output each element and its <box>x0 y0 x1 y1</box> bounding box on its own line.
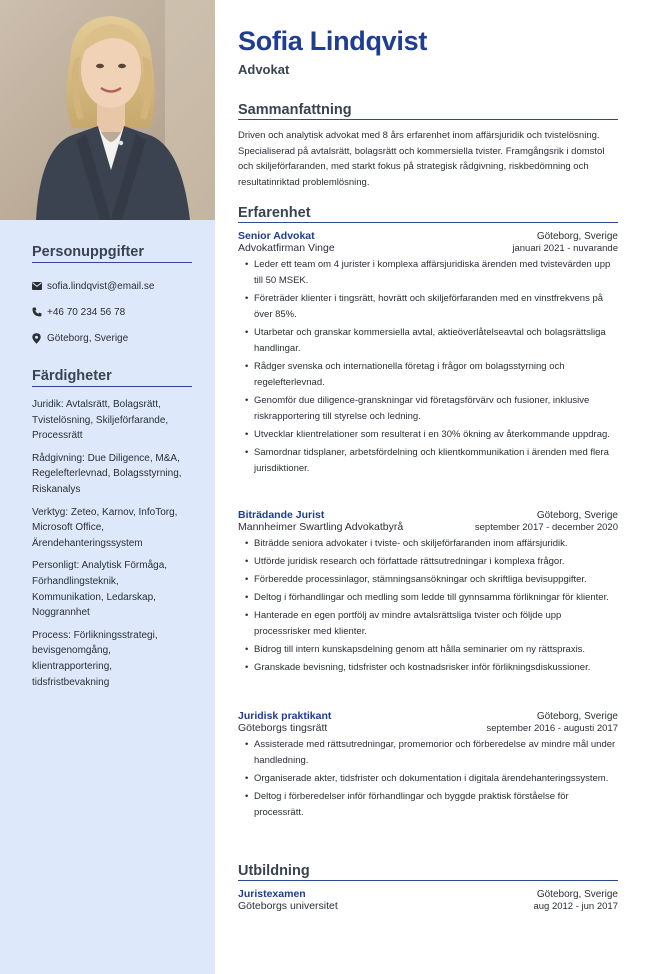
job-entry-2 <box>238 509 618 678</box>
sidebar <box>0 0 215 974</box>
job-bullet: • Deltog i förberedelser inför förhandlingar och byggde praktisk förståelse för processrätt. <box>238 789 618 821</box>
education-school: Göteborgs universitet <box>238 900 338 912</box>
job-bullets <box>238 257 618 477</box>
job-dates: september 2016 - augusti 2017 <box>486 723 618 734</box>
job-bullet: • Organiserade akter, tidsfrister och dokumentation i digitala ärendehanteringssystem. <box>238 771 618 787</box>
skill-tools: Verktyg: Zeteo, Karnov, InfoTorg, Microsoft Office, Ärendehanteringssystem <box>32 506 178 549</box>
personal-info-heading: Personuppgifter <box>32 244 192 263</box>
job-bullet: • Förberedde processinlagor, stämningsansökningar och skriftliga bevisuppgifter. <box>238 572 618 588</box>
skills-heading: Färdigheter <box>32 368 192 387</box>
summary-heading: Sammanfattning <box>238 102 618 120</box>
job-bullet: • Bidrog till intern kunskapsdelning genom att hålla seminarier om ny rättspraxis. <box>238 642 618 658</box>
skill-personal: Personligt: Analytisk Förmåga, Förhandlingsteknik, Kommunikation, Ledarskap, Noggrannhet <box>32 560 168 619</box>
education-location: Göteborg, Sverige <box>536 889 618 900</box>
job-title: Senior Advokat <box>238 230 315 242</box>
profile-photo <box>0 0 215 220</box>
job-bullet: • Genomför due diligence-granskningar vid företagsförvärv och fusioner, inklusive riskrapportering till styrelse och ledning. <box>238 393 618 425</box>
job-bullet: • Företräder klienter i tingsrätt, hovrätt och skiljeförfaranden med en vinstfrekvens på över 85%. <box>238 291 618 323</box>
job-bullet: • Assisterade med rättsutredningar, promemorior och förberedelse av mindre mål under handledning. <box>238 737 618 769</box>
job-bullet: • Deltog i förhandlingar och medling som ledde till gynnsamma förlikningar för klienter. <box>238 590 618 606</box>
job-location: Göteborg, Sverige <box>536 231 618 242</box>
skill-legal: Juridik: Avtalsrätt, Bolagsrätt, Tvistelösning, Skiljeförfarande, Processrätt <box>32 399 169 442</box>
person-title: Advokat <box>238 62 290 77</box>
job-title: Juridisk praktikant <box>238 710 332 722</box>
job-company: Mannheimer Swartling Advokatbyrå <box>238 521 404 533</box>
job-bullet: • Hanterade en egen portfölj av mindre avtalsrättsliga tvister och följde upp processrisker med klienter. <box>238 608 618 640</box>
education-degree: Juristexamen <box>238 888 306 900</box>
job-entry-1 <box>238 230 618 479</box>
job-bullet: • Rådger svenska och internationella företag i frågor om bolagsstyrning och regelefterlevnad. <box>238 359 618 391</box>
job-title: Biträdande Jurist <box>238 509 325 521</box>
education-dates: aug 2012 - jun 2017 <box>533 901 618 912</box>
job-bullet: • Leder ett team om 4 jurister i komplexa affärsjuridiska ärenden med tvistevärden upp till 50 MSEK. <box>238 257 618 289</box>
education-heading: Utbildning <box>238 863 618 881</box>
contact-phone <box>32 299 192 325</box>
location-icon <box>32 333 47 344</box>
contact-phone-text: +46 70 234 56 78 <box>47 306 126 318</box>
person-name: Sofia Lindqvist <box>238 26 428 56</box>
job-bullet: • Biträdde seniora advokater i tviste- och skiljeförfaranden inom affärsjuridik. <box>238 536 618 552</box>
skill-process: Process: Förlikningsstrategi, bevisgenomgång, klientrapportering, tidsfristbevakning <box>32 629 158 688</box>
job-dates: september 2017 - december 2020 <box>474 522 618 533</box>
phone-icon <box>32 307 47 317</box>
skill-advisory: Rådgivning: Due Diligence, M&A, Regelefterlevnad, Bolagsstyrning, Riskanalys <box>32 452 182 495</box>
summary-text: Driven och analytisk advokat med 8 års erfarenhet inom affärsjuridik och tvistelösning. Specialiserad på avtalsrätt, bolagsrätt och kommersiella tvister. Framgångsrik i domstol och skiljeförfaranden, med starkt fokus på strategisk rådgivning, riskbedömning och resultatinriktad problemlösning. <box>238 130 605 188</box>
job-bullets <box>238 536 618 676</box>
job-bullet: • Utvecklar klientrelationer som resulterat i en 30% ökning av återkommande uppdrag. <box>238 427 618 443</box>
job-location: Göteborg, Sverige <box>536 711 618 722</box>
job-bullet: • Utarbetar och granskar kommersiella avtal, aktieöverlåtelseavtal och bolagsrättsliga handlingar. <box>238 325 618 357</box>
contact-email-text: sofia.lindqvist@email.se <box>47 280 155 292</box>
job-dates: januari 2021 - nuvarande <box>512 243 618 254</box>
contact-location <box>32 325 192 351</box>
experience-heading: Erfarenhet <box>238 205 618 223</box>
job-bullets <box>238 737 618 821</box>
contact-email <box>32 273 192 299</box>
contact-location-text: Göteborg, Sverige <box>47 332 129 344</box>
job-bullet: • Utförde juridisk research och författade rättsutredningar i komplexa frågor. <box>238 554 618 570</box>
job-company: Göteborgs tingsrätt <box>238 722 328 734</box>
email-icon <box>32 282 47 290</box>
education-entry <box>238 888 618 912</box>
job-bullet: • Granskade bevisning, tidsfrister och kostnadsrisker inför förlikningsdiskussioner. <box>238 660 618 676</box>
job-entry-3 <box>238 710 618 823</box>
job-bullet: • Samordnar tidsplaner, arbetsfördelning och klientkommunikation i ärenden med flera jurisdiktioner. <box>238 445 618 477</box>
job-location: Göteborg, Sverige <box>536 510 618 521</box>
job-company: Advokatfirman Vinge <box>238 242 335 254</box>
